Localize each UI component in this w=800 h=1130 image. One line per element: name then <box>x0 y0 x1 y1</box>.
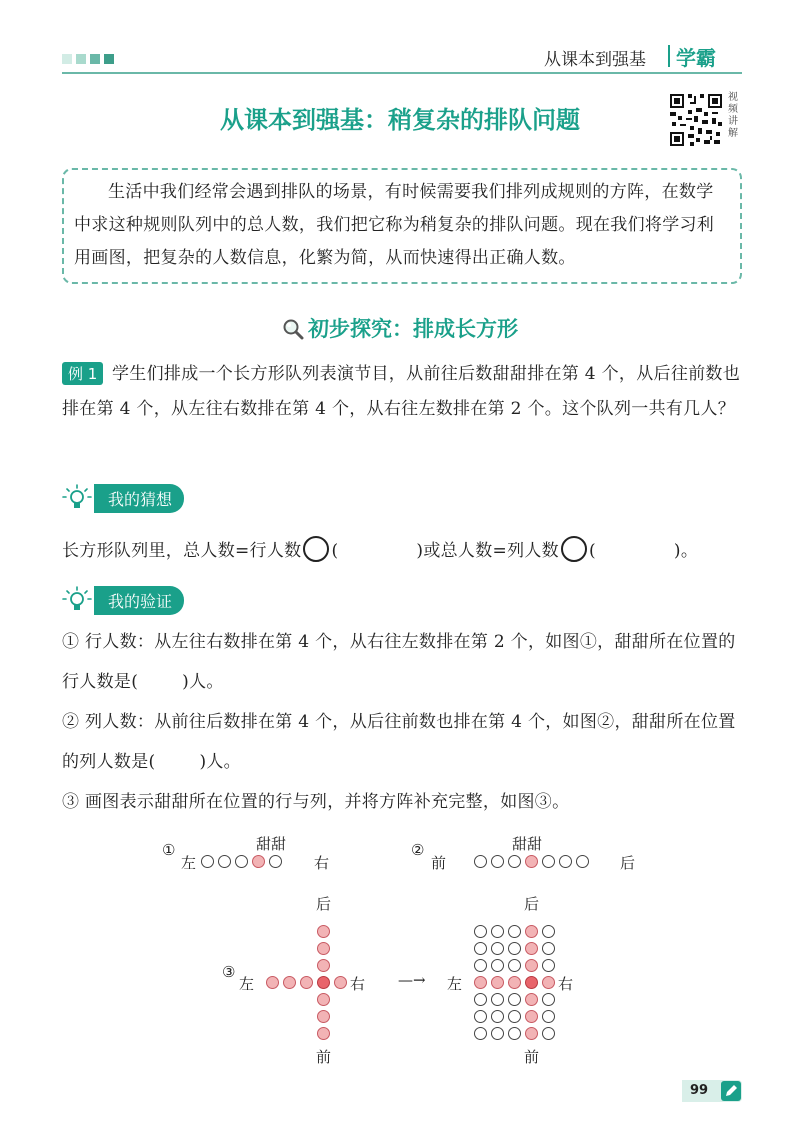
direction-back: 后 <box>620 854 636 872</box>
person-dot <box>317 925 330 938</box>
person-dot <box>266 976 279 989</box>
person-dot <box>508 976 521 989</box>
person-dot <box>525 1027 538 1040</box>
person-dot <box>542 942 555 955</box>
person-dot <box>334 976 347 989</box>
verify-text <box>62 622 742 822</box>
tiantian-label: 甜甜 <box>256 835 287 853</box>
direction-left: 左 <box>181 854 197 872</box>
tiantian-label: 甜甜 <box>512 835 543 853</box>
person-dot <box>542 855 555 868</box>
paren-open-1: ( <box>331 541 339 561</box>
person-dot <box>525 925 538 938</box>
page-number: 99 <box>689 1083 709 1098</box>
person-dot <box>317 993 330 1006</box>
header-rule <box>62 72 742 74</box>
guess-tag <box>62 484 184 512</box>
person-dot <box>525 993 538 1006</box>
person-dot <box>474 1027 487 1040</box>
person-dot <box>508 1010 521 1023</box>
person-dot <box>508 1027 521 1040</box>
guess-part1: 长方形队列里，总人数=行人数 <box>62 541 302 561</box>
person-dot <box>474 959 487 972</box>
person-dot <box>508 925 521 938</box>
person-dot <box>269 855 282 868</box>
direction-front: 前 <box>431 854 447 872</box>
person-dot <box>542 976 555 989</box>
lightbulb-icon <box>62 484 92 512</box>
person-dot <box>474 993 487 1006</box>
example-body: 学生们排成一个长方形队列表演节目，从前往后数甜甜排在第 4 个，从后往前数也排在第 4 个，从左往右数排在第 4 个，从右往左数排在第 2 个。这个队列一共有几人？ <box>62 364 741 419</box>
person-dot <box>235 855 248 868</box>
person-dot <box>542 1027 555 1040</box>
tiantian-dot <box>525 976 538 989</box>
page-title: 从课本到强基：稍复杂的排队问题 <box>220 106 580 134</box>
direction-left: 左 <box>447 975 463 993</box>
person-dot <box>525 959 538 972</box>
person-dot <box>474 925 487 938</box>
section-title <box>0 313 800 343</box>
person-dot <box>542 959 555 972</box>
person-dot <box>252 855 265 868</box>
person-dot <box>508 959 521 972</box>
brand-logo: 学霸 <box>676 46 716 70</box>
figure-number: ② <box>411 841 425 859</box>
person-dot <box>508 993 521 1006</box>
section-title-text: 初步探究：排成长方形 <box>308 317 518 341</box>
person-dot <box>525 1010 538 1023</box>
person-dot <box>559 855 572 868</box>
step2-end: )人。 <box>199 752 241 772</box>
person-dot <box>474 1010 487 1023</box>
step2-text: ② 列人数：从前往后数排在第 4 个，从后往前数也排在第 4 个，如图②，甜甜所在位置的列人数是( <box>62 712 736 772</box>
book-title: 从课本到强基 <box>544 50 646 70</box>
verify-tag-label: 我的验证 <box>94 586 184 615</box>
header-decoration <box>62 54 114 64</box>
verify-step-3: ③ 画图表示甜甜所在位置的行与列，并将方阵补充完整，如图③。 <box>62 792 570 812</box>
operator-blank-1[interactable] <box>303 536 329 562</box>
verify-tag <box>62 586 184 614</box>
paren-open-2: ( <box>588 541 596 561</box>
guess-end: )。 <box>673 541 699 561</box>
guess-part2: 或总人数=列人数 <box>423 541 559 561</box>
direction-front: 前 <box>316 1048 332 1066</box>
verify-step-1 <box>62 622 742 702</box>
direction-left: 左 <box>239 975 255 993</box>
guess-line <box>62 536 698 562</box>
pencil-icon <box>718 1078 744 1104</box>
step1-text: ① 行人数：从左往右数排在第 4 个，从右往左数排在第 2 个，如图①，甜甜所在位置的行人数是( <box>62 632 736 692</box>
person-dot <box>491 959 504 972</box>
person-dot <box>491 925 504 938</box>
figure-number: ① <box>162 841 176 859</box>
person-dot <box>218 855 231 868</box>
person-dot <box>474 855 487 868</box>
example-badge: 例 1 <box>62 362 103 385</box>
verify-step-2 <box>62 702 742 782</box>
person-dot <box>201 855 214 868</box>
paren-close-1: ) <box>416 541 424 561</box>
direction-back: 后 <box>316 895 332 913</box>
person-dot <box>508 855 521 868</box>
direction-front: 前 <box>524 1048 540 1066</box>
direction-back: 后 <box>524 895 540 913</box>
person-dot <box>317 942 330 955</box>
person-dot <box>491 976 504 989</box>
direction-right: 右 <box>314 854 330 872</box>
operator-blank-2[interactable] <box>561 536 587 562</box>
person-dot <box>491 1010 504 1023</box>
person-dot <box>300 976 313 989</box>
person-dot <box>317 1010 330 1023</box>
person-dot <box>474 976 487 989</box>
person-dot <box>491 1027 504 1040</box>
direction-right: 右 <box>350 975 366 993</box>
person-dot <box>576 855 589 868</box>
example-text <box>62 357 742 427</box>
person-dot <box>491 942 504 955</box>
magnifier-icon <box>282 318 304 340</box>
qr-label: 视频讲解 <box>728 92 738 139</box>
qr-code-icon[interactable] <box>668 92 724 148</box>
figure-number: ③ <box>222 963 236 981</box>
lightbulb-icon <box>62 586 92 614</box>
guess-tag-label: 我的猜想 <box>94 484 184 513</box>
direction-right: 右 <box>558 975 574 993</box>
person-dot <box>542 1010 555 1023</box>
person-dot <box>283 976 296 989</box>
intro-text: 生活中我们经常会遇到排队的场景，有时候需要我们排列成规则的方阵，在数学中求这种规则队列中的总人数，我们把它称为稍复杂的排队问题。现在我们将学习利用画图，把复杂的人数信息，化繁为简，从而快速得出正确人数。 <box>74 182 715 268</box>
person-dot <box>525 855 538 868</box>
person-dot <box>542 925 555 938</box>
step1-end: )人。 <box>182 672 224 692</box>
person-dot <box>525 942 538 955</box>
tiantian-dot <box>317 976 330 989</box>
person-dot <box>491 855 504 868</box>
person-dot <box>317 959 330 972</box>
person-dot <box>508 942 521 955</box>
person-dot <box>491 993 504 1006</box>
person-dot <box>542 993 555 1006</box>
arrow-icon: —→ <box>398 971 426 989</box>
brand-separator <box>668 45 670 67</box>
person-dot <box>317 1027 330 1040</box>
person-dot <box>474 942 487 955</box>
